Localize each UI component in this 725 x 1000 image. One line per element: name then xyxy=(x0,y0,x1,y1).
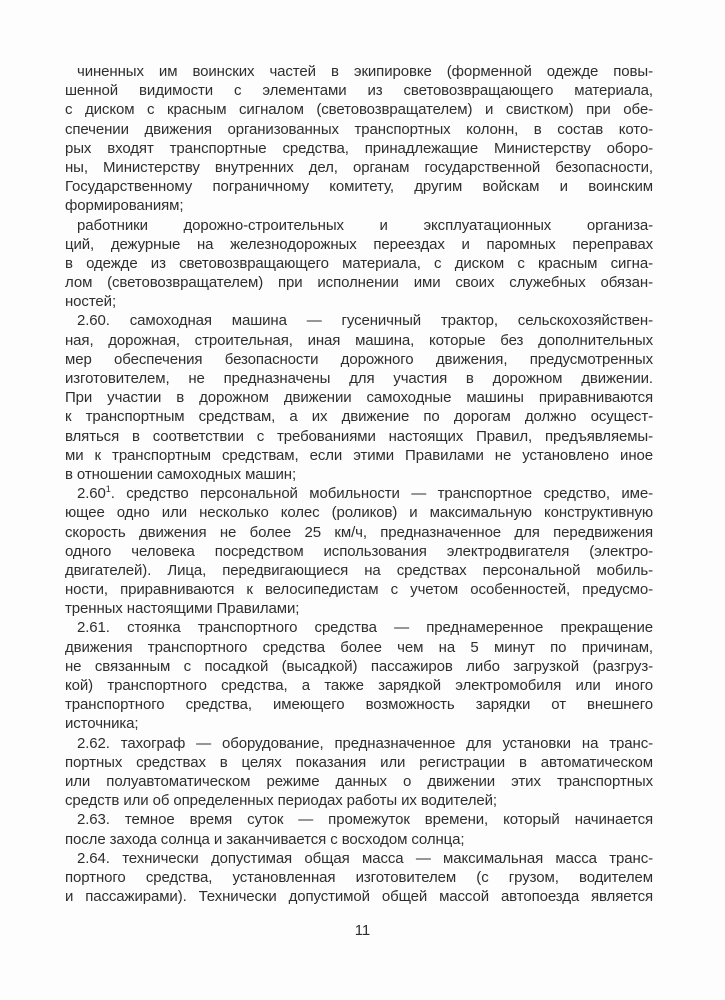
text-line: работники дорожно-строительных и эксплуатационных организа- xyxy=(77,216,653,234)
text-line: не связанным с посадкой (высадкой) пассажиров либо загрузкой (разгруз- xyxy=(65,657,653,675)
paragraph xyxy=(65,484,653,618)
text-line: Государственному пограничному комитету, другим войскам и воинским xyxy=(65,178,653,196)
text-line: мер обеспечения безопасности дорожного движения, предусмотренных xyxy=(65,350,653,368)
text-line: в одежде из световозвращающего материала, с диском с красным сигна- xyxy=(65,254,653,272)
text-line: после захода солнца и заканчивается с восходом солнца; xyxy=(65,830,465,848)
text-line: спечении движения организованных транспортных колонн, в состав кото- xyxy=(65,120,653,138)
text-line: ностей; xyxy=(65,293,117,311)
text-line: 2.63. темное время суток — промежуток времени, который начинается xyxy=(77,811,653,829)
paragraph xyxy=(65,618,653,733)
text-line: одного человека посредством использования электродвигателя (электро- xyxy=(65,542,653,560)
text-line: ми к транспортным средствам, если этими Правилами не установлено иное xyxy=(65,446,653,464)
text-line: скорость движения не более 25 км/ч, предназначенное для передвижения xyxy=(65,523,653,541)
text-line: движения транспортного средства более чем на 5 минут по причинам, xyxy=(65,638,653,656)
text-line: ций, дежурные на железнодорожных переездах и паромных переправах xyxy=(65,235,653,253)
text-line: двигателей). Лица, передвигающиеся на средствах персональной мобиль- xyxy=(65,561,653,579)
text-line: средств или об определенных периодах работы их водителей; xyxy=(65,792,497,810)
text-line: формированиям; xyxy=(65,197,184,215)
text-line: к транспортным средствам, а их движение по дорогам должно осущест- xyxy=(65,408,653,426)
paragraph xyxy=(65,849,653,907)
text-line: транспортного средства, имеющего возможность зарядки от внешнего xyxy=(65,696,653,714)
paragraph xyxy=(65,810,653,848)
text-line: 2.62. тахограф — оборудование, предназначенное для установки на транс- xyxy=(77,734,653,752)
paragraph xyxy=(65,311,653,484)
text-line: ности, приравниваются к велосипедистам с учетом особенностей, предусмо- xyxy=(65,581,653,599)
text-line: тренных настоящими Правилами; xyxy=(65,600,300,618)
text-line: ная, дорожная, строительная, иная машина, которые без дополнительных xyxy=(65,331,653,349)
text-line: 2.64. технически допустимая общая масса — максимальная масса транс- xyxy=(77,849,653,867)
text-line: 2.61. стоянка транспортного средства — преднамеренное прекращение xyxy=(77,619,653,637)
text-line xyxy=(65,484,653,503)
text-line: портных средствах в целях показания или регистрации в автоматическом xyxy=(65,753,653,771)
text-line: ны, Министерству внутренних дел, органам государственной безопасности, xyxy=(65,158,653,176)
document-body xyxy=(65,62,653,906)
paragraph xyxy=(65,216,653,312)
text-line: чиненных им воинских частей в экипировке (форменной одежде повы- xyxy=(77,63,653,80)
text-line: кой) транспортного средства, а также зарядкой электромобиля или иного xyxy=(65,677,653,694)
text-line: лом (световозвращателем) при исполнении ими своих служебных обязан- xyxy=(65,274,653,292)
text-line: изготовителем, не предназначены для участия в дорожном движении. xyxy=(65,370,653,387)
clause-number: 2.60 xyxy=(77,485,106,503)
text-line: ющее одно или несколько колес (роликов) и максимальную конструктивную xyxy=(65,504,653,522)
line-text: . средство персональной мобильности — транспортное средство, име- xyxy=(110,485,653,503)
text-line: рых входят транспортные средства, принадлежащие Министерству оборо- xyxy=(65,139,653,157)
text-line: или полуавтоматическом режиме данных о движении этих транспортных xyxy=(65,772,653,790)
text-line: вляться в соответствии с требованиями настоящих Правил, предъявляемы- xyxy=(65,427,653,445)
text-line: 2.60. самоходная машина — гусеничный трактор, сельскохозяйствен- xyxy=(77,312,653,330)
text-line: в отношении самоходных машин; xyxy=(65,465,297,483)
page-number: 11 xyxy=(354,922,371,939)
text-line: шенной видимости с элементами из световозвращающего материала, xyxy=(65,82,653,100)
text-line: и пассажирами). Технически допустимой общей массой автопоезда является xyxy=(65,888,653,906)
text-line: портного средства, установленная изготовителем (с грузом, водителем xyxy=(65,868,653,886)
text-line: При участии в дорожном движении самоходные машины приравниваются xyxy=(65,389,653,407)
clause-superscript: 1 xyxy=(105,484,111,495)
text-line: источника; xyxy=(65,715,139,733)
paragraph xyxy=(65,734,653,811)
text-line: с диском с красным сигналом (световозвращателем) и свистком) при обе- xyxy=(65,101,653,119)
paragraph xyxy=(65,62,653,216)
